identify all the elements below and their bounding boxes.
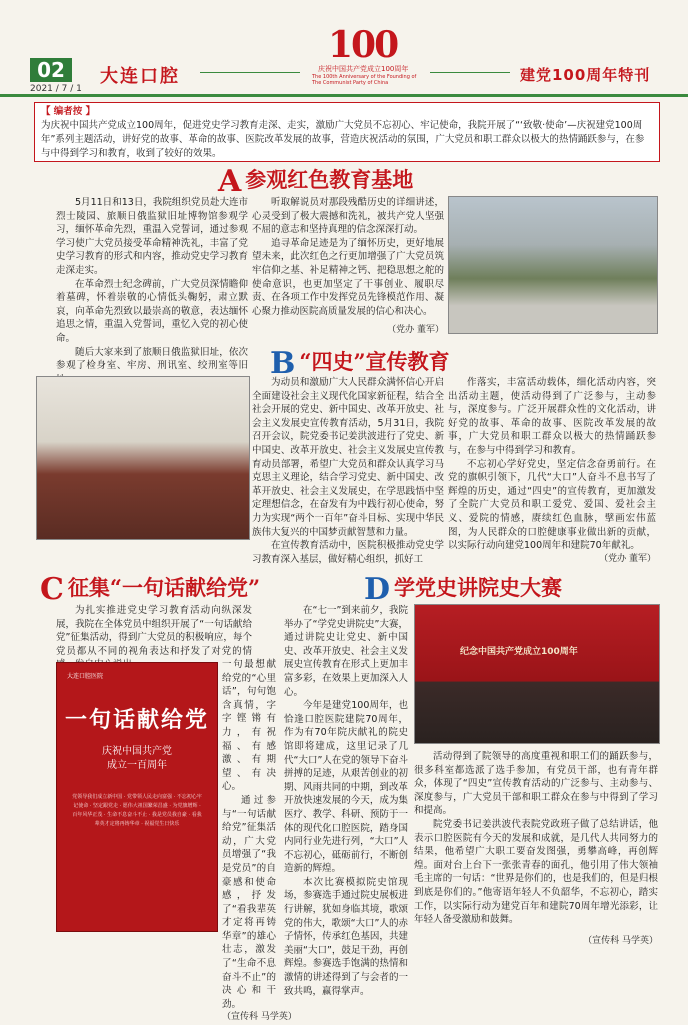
issue-date: 2021 / 7 / 1: [30, 84, 82, 94]
page-number: 02: [30, 58, 72, 82]
section-b-col2: [448, 376, 656, 566]
editor-note: [34, 102, 660, 162]
paragraph: 在宣传教育活动中，医院积极推动党史学习教育深入基层，做好精心组织，抓好工: [252, 540, 444, 565]
editor-note-text: 为庆祝中国共产党成立100周年，促进党史学习教育走深、走实，激励广大党员不忘初心、牢记使命，我院开展了“‘致敬·使命’—庆祝建党100周年”系列主题活动，讲好党的故事、革命的故事、医院改革发展的故事，营造庆祝活动的氛围，广大党员和职工群众以极大的热情踊跃参与，在参与中得到学习和教育，收到了较好的效果。: [41, 120, 645, 159]
poster-subtitle-line: 庆祝中国共产党: [102, 746, 172, 757]
editor-note-tag: 【 编者按 】: [41, 106, 96, 117]
header-divider: [200, 72, 300, 73]
section-d-title: [364, 572, 562, 607]
centennial-logo: 100: [328, 24, 398, 66]
poster-header: 大连口腔医院: [67, 673, 104, 680]
logo-caption-en: The 100th Anniversary of the Founding of The Communist Party of China: [312, 74, 417, 86]
section-d-col2: [414, 750, 658, 948]
paragraph: 院党委书记姜洪波代表院党政班子做了总结讲话，他表示口腔医院有今天的发展和成就，是几代人共同努力的结果，他希望广大职工要奋发图强，勇攀高峰，再创辉煌。面对台上台下一张张青春的面孔，他引用了伟大领袖毛主席的一句话：“世界是你们的，也是我们的，但是归根到底是你们的。”他寄语年轻人不负韶华，不忘初心，踏实工作，以实际行动为建党百年和建院70周年增光添彩，让年轻人备受激励和鼓舞。: [414, 818, 658, 926]
header-divider: [430, 72, 510, 73]
paragraph: 5月11日和13日，我院组织党员赴大连市烈士陵园、旅顺日俄监狱旧址博物馆参观学习，缅怀革命先烈，重温入党誓词，通过参观学习使广大党员接受革命精神洗礼，丰富了党史学习教育的形式和内容，推动党史学习教育走深走实。: [56, 197, 248, 276]
paragraph: 为扎实推进党史学习教育活动向纵深发展，我院在全体党员中组织开展了“一句话献给党”征集活动，得到广大党员的积极响应，每个党员都从不同的视角表达和抒发了对党的情: [56, 605, 252, 657]
section-title-text: 征集“一句话献给党”: [67, 575, 261, 600]
byline: （宣传科 马学英）: [583, 935, 658, 946]
paragraph: 听取解说员对那段残酷历史的详细讲述，心灵受到了极大震撼和洗礼，被共产党人坚强不屈的意志和坚持真理的信念深深打动。: [252, 197, 444, 236]
byline: （党办 董军）: [599, 553, 656, 564]
section-c-title: [40, 572, 260, 607]
logo-caption: 庆祝中国共产党成立100周年: [318, 65, 409, 73]
header-rule: [0, 94, 688, 97]
poster-subtitle-line: 成立一百周年: [107, 760, 167, 771]
contest-stage-photo: [414, 604, 660, 744]
special-issue-title: 建党100周年特刊: [520, 66, 651, 84]
paragraph: 作落实，丰富活动载体，细化活动内容，突出活动主题，使活动得到了广泛参与，主动参与，深度参与。广泛开展群众性的文化活动，讲好党的故事、革命的故事、医院改革发展的故事，广大党员和职工群众以极大的热情踊跃参与，在参与中得到学习和教育。: [448, 377, 656, 456]
meeting-photo: [36, 376, 250, 540]
paragraph: 随后大家来到了旅顺日俄监狱旧址，依次参观了检身室、牢房、刑讯室、绞刑室等旧: [56, 346, 248, 372]
stage-banner-text: 纪念中国共产党成立100周年: [460, 647, 578, 657]
page-header: [0, 0, 688, 96]
paragraph: 通过参与“一句话献给党”征集活动，广大党员增强了“我是党员”的自豪感和使命感，抒发了“看我辈英才定将再铸华章”的雄心壮志，激发了“生命不息奋斗不止”的决心和干劲。: [222, 794, 276, 1010]
section-title-text: 学党史讲院史大赛: [394, 575, 563, 600]
section-a-title: [218, 164, 413, 199]
section-a-col2: [252, 196, 444, 338]
section-letter: A: [218, 164, 242, 199]
paragraph: 活动得到了院领导的高度重视和职工们的踊跃参与，很多科室都选派了选手参加，有党员干部，也有青年群众，体现了“四史”宣传教育活动的广泛参与、主动参与、深度参与，广大党员干部和职工群众在参与中得到了学习和提高。: [414, 751, 658, 817]
section-letter: B: [270, 346, 296, 381]
paragraph: 在“七一”到来前夕，我院举办了“学党史讲院史”大赛，通过讲院史让党史、新中国史、改革开放史、社会主义发展史宣传教育在形式上更加丰富多彩，在效果上更加深入人心。: [284, 605, 408, 698]
byline: （宣传科 马学英）: [222, 1012, 297, 1023]
poster-subtitle: [57, 745, 217, 773]
section-title-text: “四史”宣传教育: [299, 349, 450, 374]
cemetery-photo: [448, 196, 658, 334]
paragraph: 为动员和激励广大人民群众满怀信心开启全面建设社会主义现代化国家新征程，结合全社会开展的党史、新中国史、改革开放史、社会主义发展史宣传教育活动，5月31日，我院召开会议，院党委书记姜洪波进行了党史、新中国史、改革开放史、社会主义发展史宣传教育动员部署，希望广大党员和群众认真学习马克思主义理论，结合学习党史、新中国史、改革开放史、社会主义发展史，在学思践悟中坚定理想信念，在奋发有为中践行初心使命，努力为实现“两个一百年”奋斗目标、实现中华民族伟大复兴的中国梦贡献智慧和力量。: [252, 377, 444, 538]
paragraph: 今年是建党100周年，也恰逢口腔医院建院70周年，作为有70年院庆献礼的院史馆即将建成，这里记录了几代“大口”人在党的领导下奋斗拼搏的足迹，从艰苦创业的初期、风雨共同的中期，到改革开放快速发展的今天，成为集医疗、教学、科研、预防于一体的现代化口腔医院，踏身国内同行业先进行列，“大口”人不忘初心，砥砺前行，不断创造新的辉煌。: [284, 700, 408, 875]
section-b-col1: [252, 376, 444, 566]
section-c-side: [222, 658, 297, 1025]
paragraph: 不忘初心学好党史，坚定信念奋勇前行。在党的旗帜引领下，几代“大口”人奋斗不息书写了辉煌的历史，通过“四史”的宣传教育，更加激发了全院广大党员和职工爱党、爱国、爱社会主义、爱院的情感，赓续红色血脉，擘画宏伟蓝图，为人民群众的口腔健康事业做出新的贡献，以实际行动向建党100周年和建院70年献礼。: [448, 458, 656, 552]
section-letter: C: [40, 572, 64, 607]
paragraph: 本次比赛模拟院史馆现场，参赛选手通过院史展板进行讲解，犹如身临其境，歌颂党的伟大，歌颂“大口”人的赤子情怀，传承红色基因，共建美丽“大口”，鼓足干劲，再创辉煌。参赛选手饱满的热情和激情的讲述得到了与会者的一致共鸣，赢得掌声。: [284, 876, 408, 997]
poster-body: 党领导我们成立新中国 · 党带领人民走向富强 · 不忘初心牢记使命 · 坚定跟党走 · 愿伟大祖国繁荣昌盛 · 为党旗增辉 · 百年风华正茂 · 生命不息奋斗不止 · 我是党员我自豪 · 看我辈英才定将再铸华章 · 祝福党生日快乐: [72, 794, 202, 827]
section-letter: D: [364, 572, 391, 607]
paragraph: 一句最想献给党的“心里话”，句句饱含真情，字字铿锵有力，有祝福、有感激、有期望、有决心。: [222, 659, 276, 793]
paper-name: 大连口腔: [100, 66, 180, 87]
poster-title: 一句话献给党: [64, 707, 209, 733]
section-title-text: 参观红色教育基地: [245, 167, 414, 192]
byline: （党办 董军）: [387, 325, 444, 336]
paragraph: 追寻革命足迹是为了缅怀历史，更好地展望未来，此次红色之行更加增强了广大党员筑牢信仰之基、补足精神之钙、把稳思想之舵的使命意识，也更加坚定了干事创业、履职尽责、在各项工作中发挥党员先锋模范作用、凝心聚力推动医院高质量发展的信心和决心。: [252, 237, 444, 317]
section-d-col1: [284, 604, 408, 998]
slogan-poster: [56, 662, 218, 932]
section-a-col1: [56, 196, 248, 386]
paragraph: 在革命烈士纪念碑前，广大党员深情瞻仰着墓碑，怀着崇敬的心情低头鞠躬，肃立默哀，向革命先烈致以最崇高的敬意，表达缅怀追思之情，重温入党誓词，重忆入党的初心使命。: [56, 278, 248, 344]
